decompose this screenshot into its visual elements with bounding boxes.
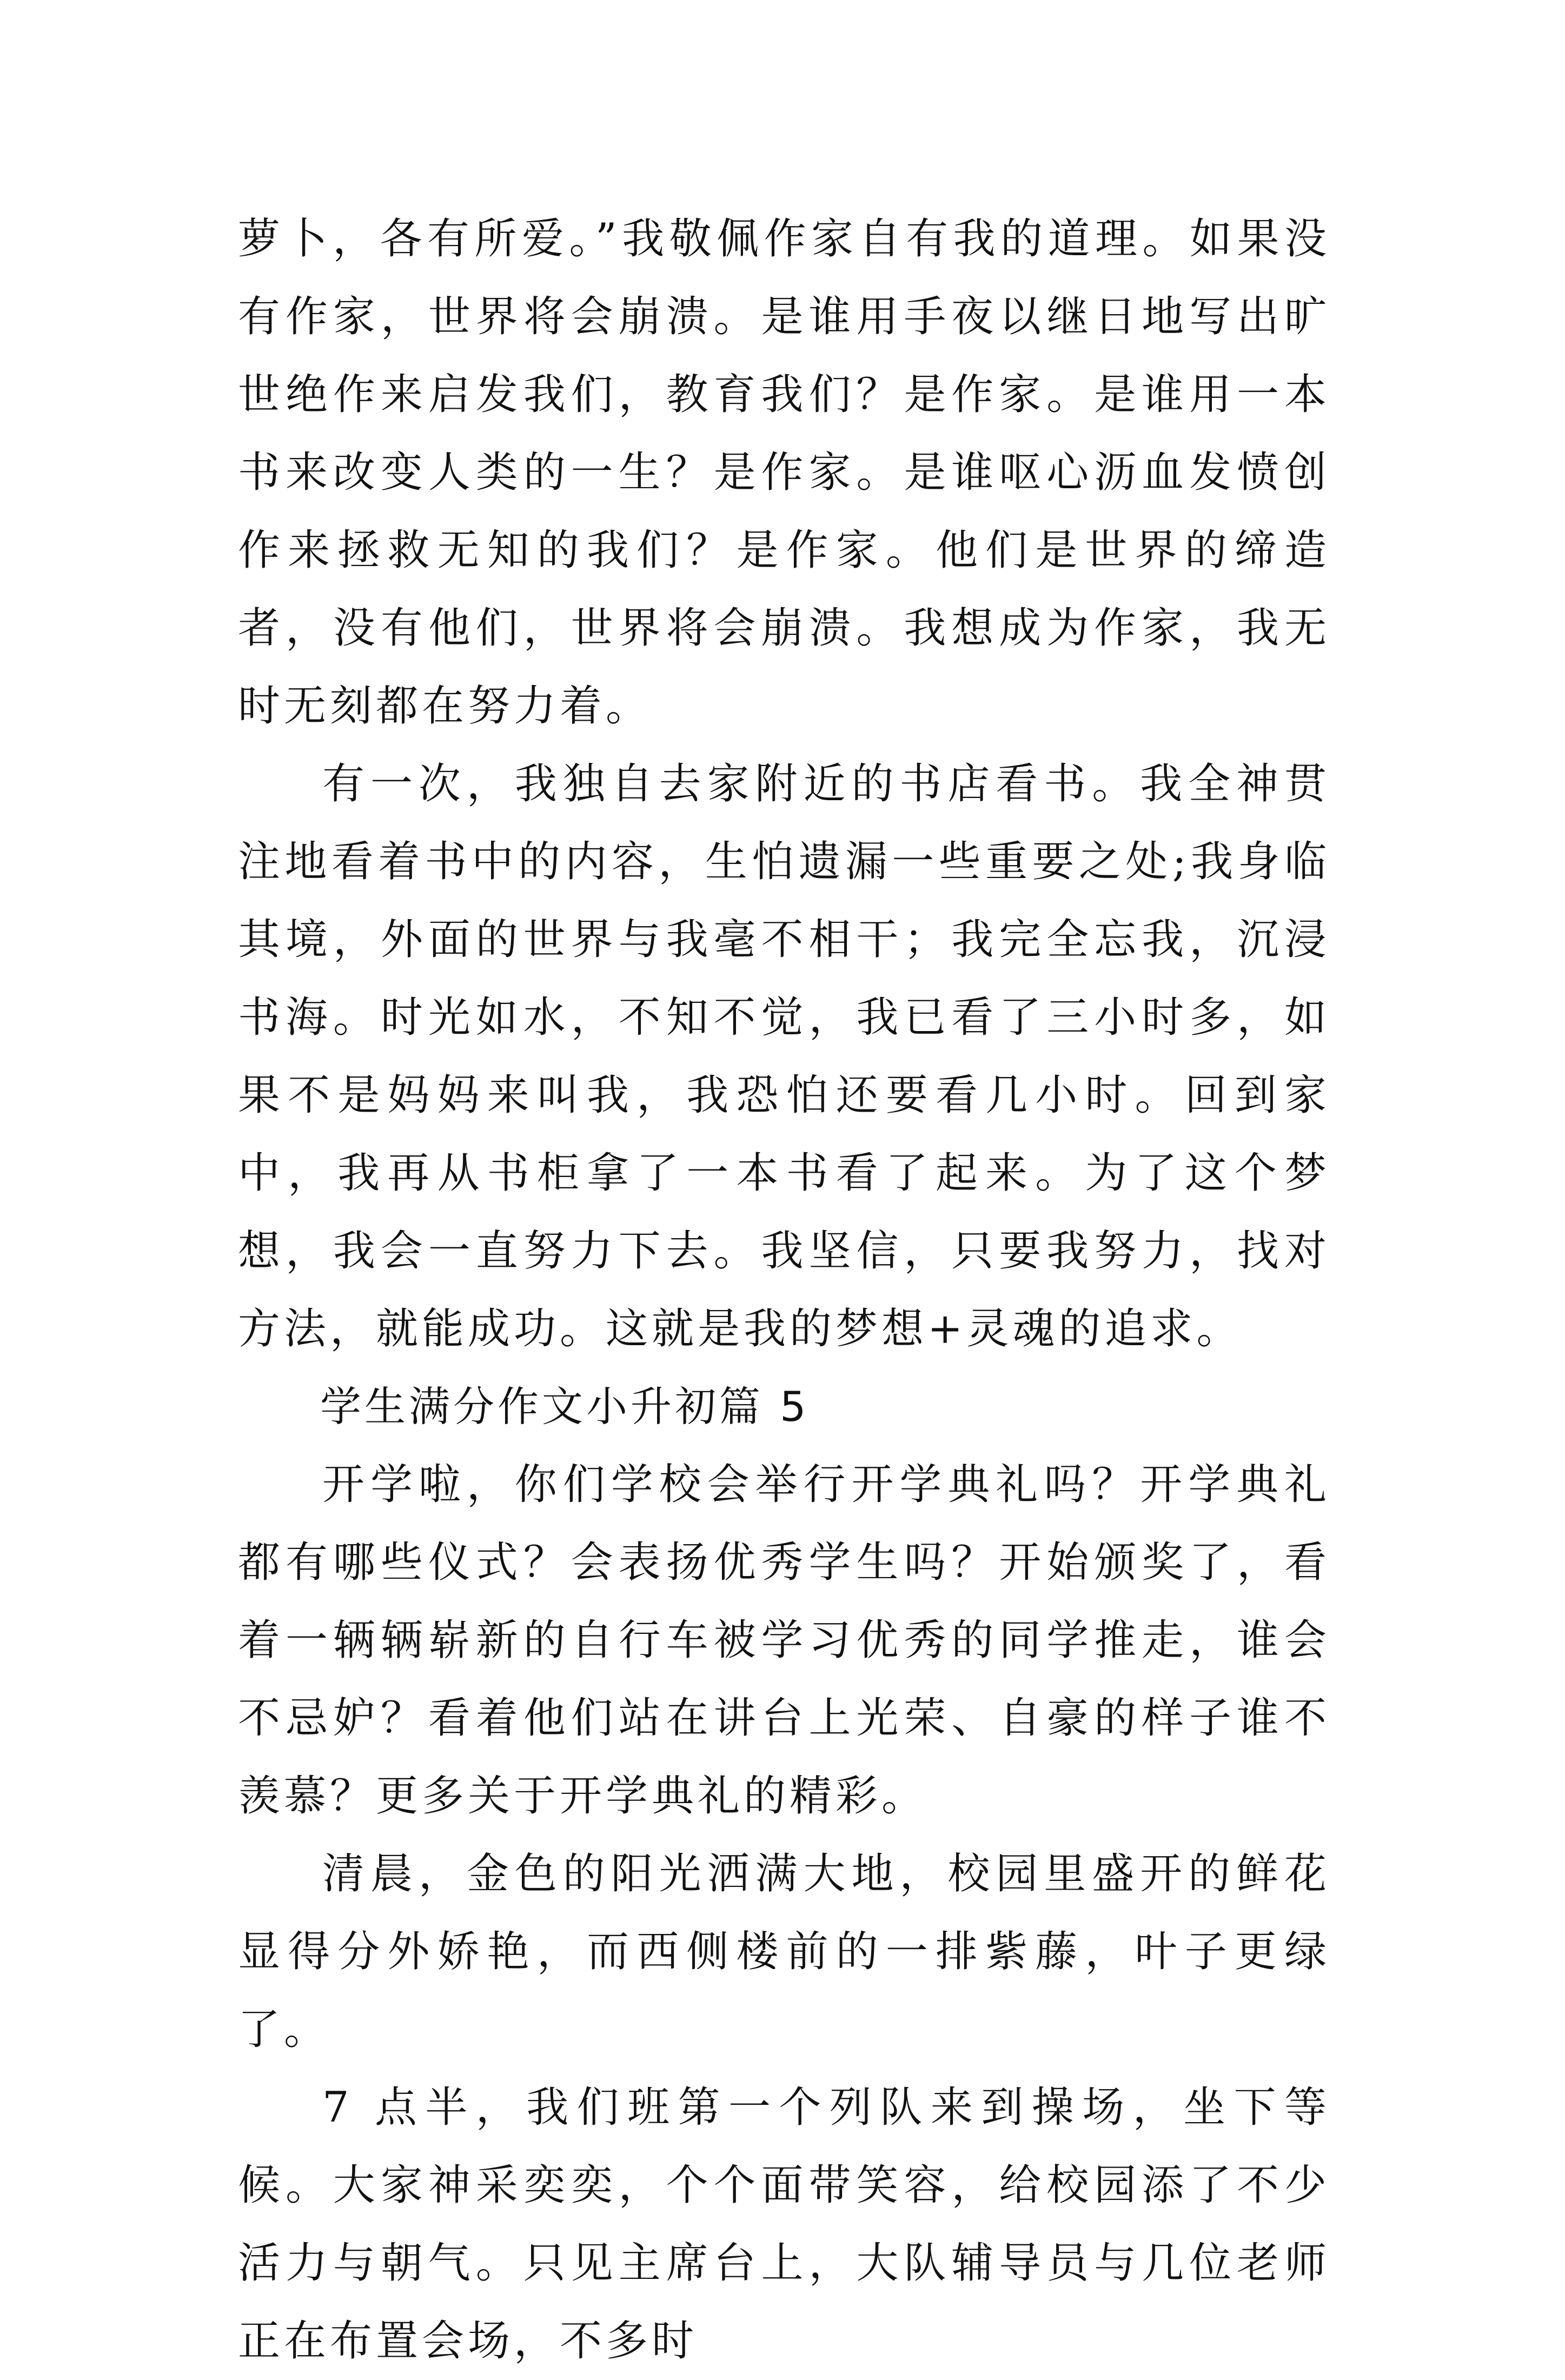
section-heading: 学生满分作文小升初篇 5 — [320, 1382, 810, 1431]
paragraph-assembly: 7 点半，我们班第一个列队来到操场，坐下等候。大家神采奕奕，个个面带笑容，给校园添了不少活力与朝气。只见主席台上，大队辅导员与几位老师正在布置会场，不多时 — [238, 2083, 1330, 2365]
paragraph-morning: 清晨，金色的阳光洒满大地，校园里盛开的鲜花显得分外娇艳，而西侧楼前的一排紫藤，叶子更绿了。 — [238, 1850, 1330, 2054]
paragraph-bookstore: 有一次，我独自去家附近的书店看书。我全神贯注地看着书中的内容，生怕遗漏一些重要之处;我身临其境，外面的世界与我毫不相干；我完全忘我，沉浸书海。时光如水，不知不觉，我已看了三小时多，如果不是妈妈来叫我，我恐怕还要看几小时。回到家中，我再从书柜拿了一本书看了起来。为了这个梦想，我会一直努力下去。我坚信，只要我努力，找对方法，就能成功。这就是我的梦想+灵魂的追求。 — [238, 760, 1330, 1353]
paragraph-continuation: 萝卜，各有所爱。”我敬佩作家自有我的道理。如果没有作家，世界将会崩溃。是谁用手夜以继日地写出旷世绝作来启发我们，教育我们？是作家。是谁用一本书来改变人类的一生？是作家。是谁呕心沥血发愤创作来拯救无知的我们？是作家。他们是世界的缔造者，没有他们，世界将会崩溃。我想成为作家，我无时无刻都在努力着。 — [238, 215, 1330, 730]
paragraph-opening-ceremony: 开学啦，你们学校会举行开学典礼吗？开学典礼都有哪些仪式？会表扬优秀学生吗？开始颁奖了，看着一辆辆崭新的自行车被学习优秀的同学推走，谁会不忌妒？看着他们站在讲台上光荣、自豪的样子谁不羡慕？更多关于开学典礼的精彩。 — [238, 1460, 1330, 1820]
document-body — [238, 200, 1330, 2380]
